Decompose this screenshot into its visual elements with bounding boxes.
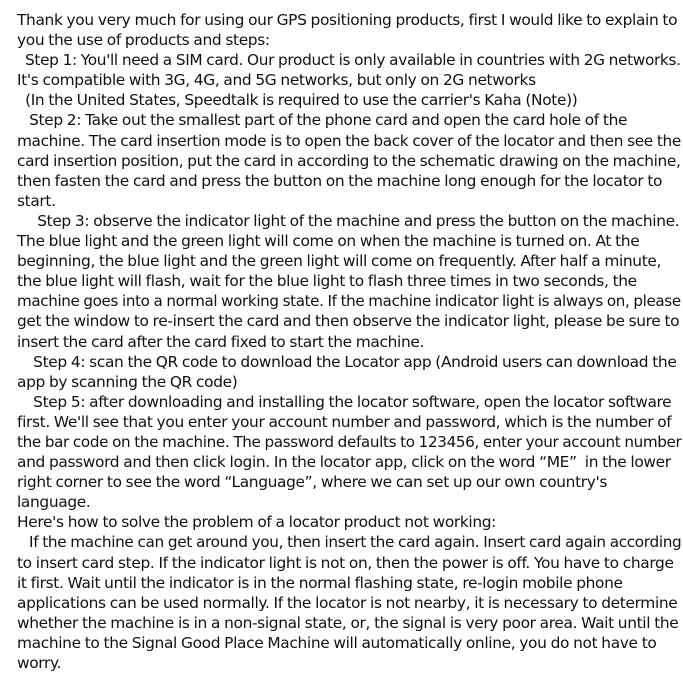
- text-line: you the use of products and steps:: [17, 31, 270, 50]
- text-line: machine goes into a normal working state. If the machine indicator light is always on, please: [17, 292, 681, 311]
- text-line: machine to the Signal Good Place Machine will automatically online, you do not have to: [17, 633, 657, 652]
- text-line: Step 1: You'll need a SIM card. Our product is only available in countries with 2G networks.: [17, 51, 681, 70]
- text-line: machine. The card insertion mode is to open the back cover of the locator and then see the: [17, 131, 681, 150]
- text-line: it first. Wait until the indicator is in the normal flashing state, re-login mobile phone: [17, 573, 623, 592]
- text-line: Here's how to solve the problem of a locator product not working:: [17, 513, 497, 532]
- text-line: right corner to see the word “Language”, where we can set up our own country's: [17, 473, 608, 492]
- text-line: the bar code on the machine. The password defaults to 123456, enter your account number: [17, 432, 682, 451]
- text-line: card insertion position, put the card in according to the schematic drawing on the machine,: [17, 151, 681, 170]
- text-line: and password and then click login. In the locator app, click on the word “ME” in the lower: [17, 453, 671, 472]
- text-line: Step 4: scan the QR code to download the Locator app (Android users can download the: [17, 352, 677, 371]
- text-line: Thank you very much for using our GPS positioning products, first I would like to explain to: [17, 11, 678, 29]
- text-line: the blue light will flash, wait for the blue light to flash three times in two seconds, the: [17, 272, 637, 291]
- text-line: first. We'll see that you enter your account number and password, which is the number of: [17, 412, 672, 431]
- text-line: Step 3: observe the indicator light of the machine and press the button on the machine.: [17, 211, 680, 230]
- text-line: start.: [17, 191, 56, 210]
- text-line: app by scanning the QR code): [17, 372, 238, 391]
- text-line: whether the machine is in a non-signal state, or, the signal is very poor area. Wait until the: [17, 613, 679, 632]
- text-line: applications can be used normally. If the locator is not nearby, it is necessary to determine: [17, 593, 678, 612]
- text-line: Step 5: after downloading and installing the locator software, open the locator software: [17, 392, 672, 411]
- text-line: then fasten the card and press the button on the machine long enough for the locator to: [17, 171, 663, 190]
- text-line: worry.: [17, 654, 62, 672]
- instructions-document: [17, 10, 681, 673]
- text-line: insert the card after the card fixed to start the machine.: [17, 332, 425, 351]
- text-line: The blue light and the green light will come on when the machine is turned on. At the: [17, 232, 640, 251]
- text-line: Step 2: Take out the smallest part of the phone card and open the card hole of the: [17, 111, 628, 130]
- text-line: (In the United States, Speedtalk is required to use the carrier's Kaha (Note)): [17, 91, 578, 110]
- text-line: to insert card step. If the indicator light is not on, then the power is off. You have to charge: [17, 553, 674, 572]
- text-line: language.: [17, 493, 91, 512]
- text-line: It's compatible with 3G, 4G, and 5G networks, but only on 2G networks: [17, 71, 536, 90]
- text-line: get the window to re-insert the card and then observe the indicator light, please be sure to: [17, 312, 680, 331]
- text-line: beginning, the blue light and the green light will come on frequently. After half a minute,: [17, 252, 662, 271]
- text-line: If the machine can get around you, then insert the card again. Insert card again according: [17, 533, 682, 552]
